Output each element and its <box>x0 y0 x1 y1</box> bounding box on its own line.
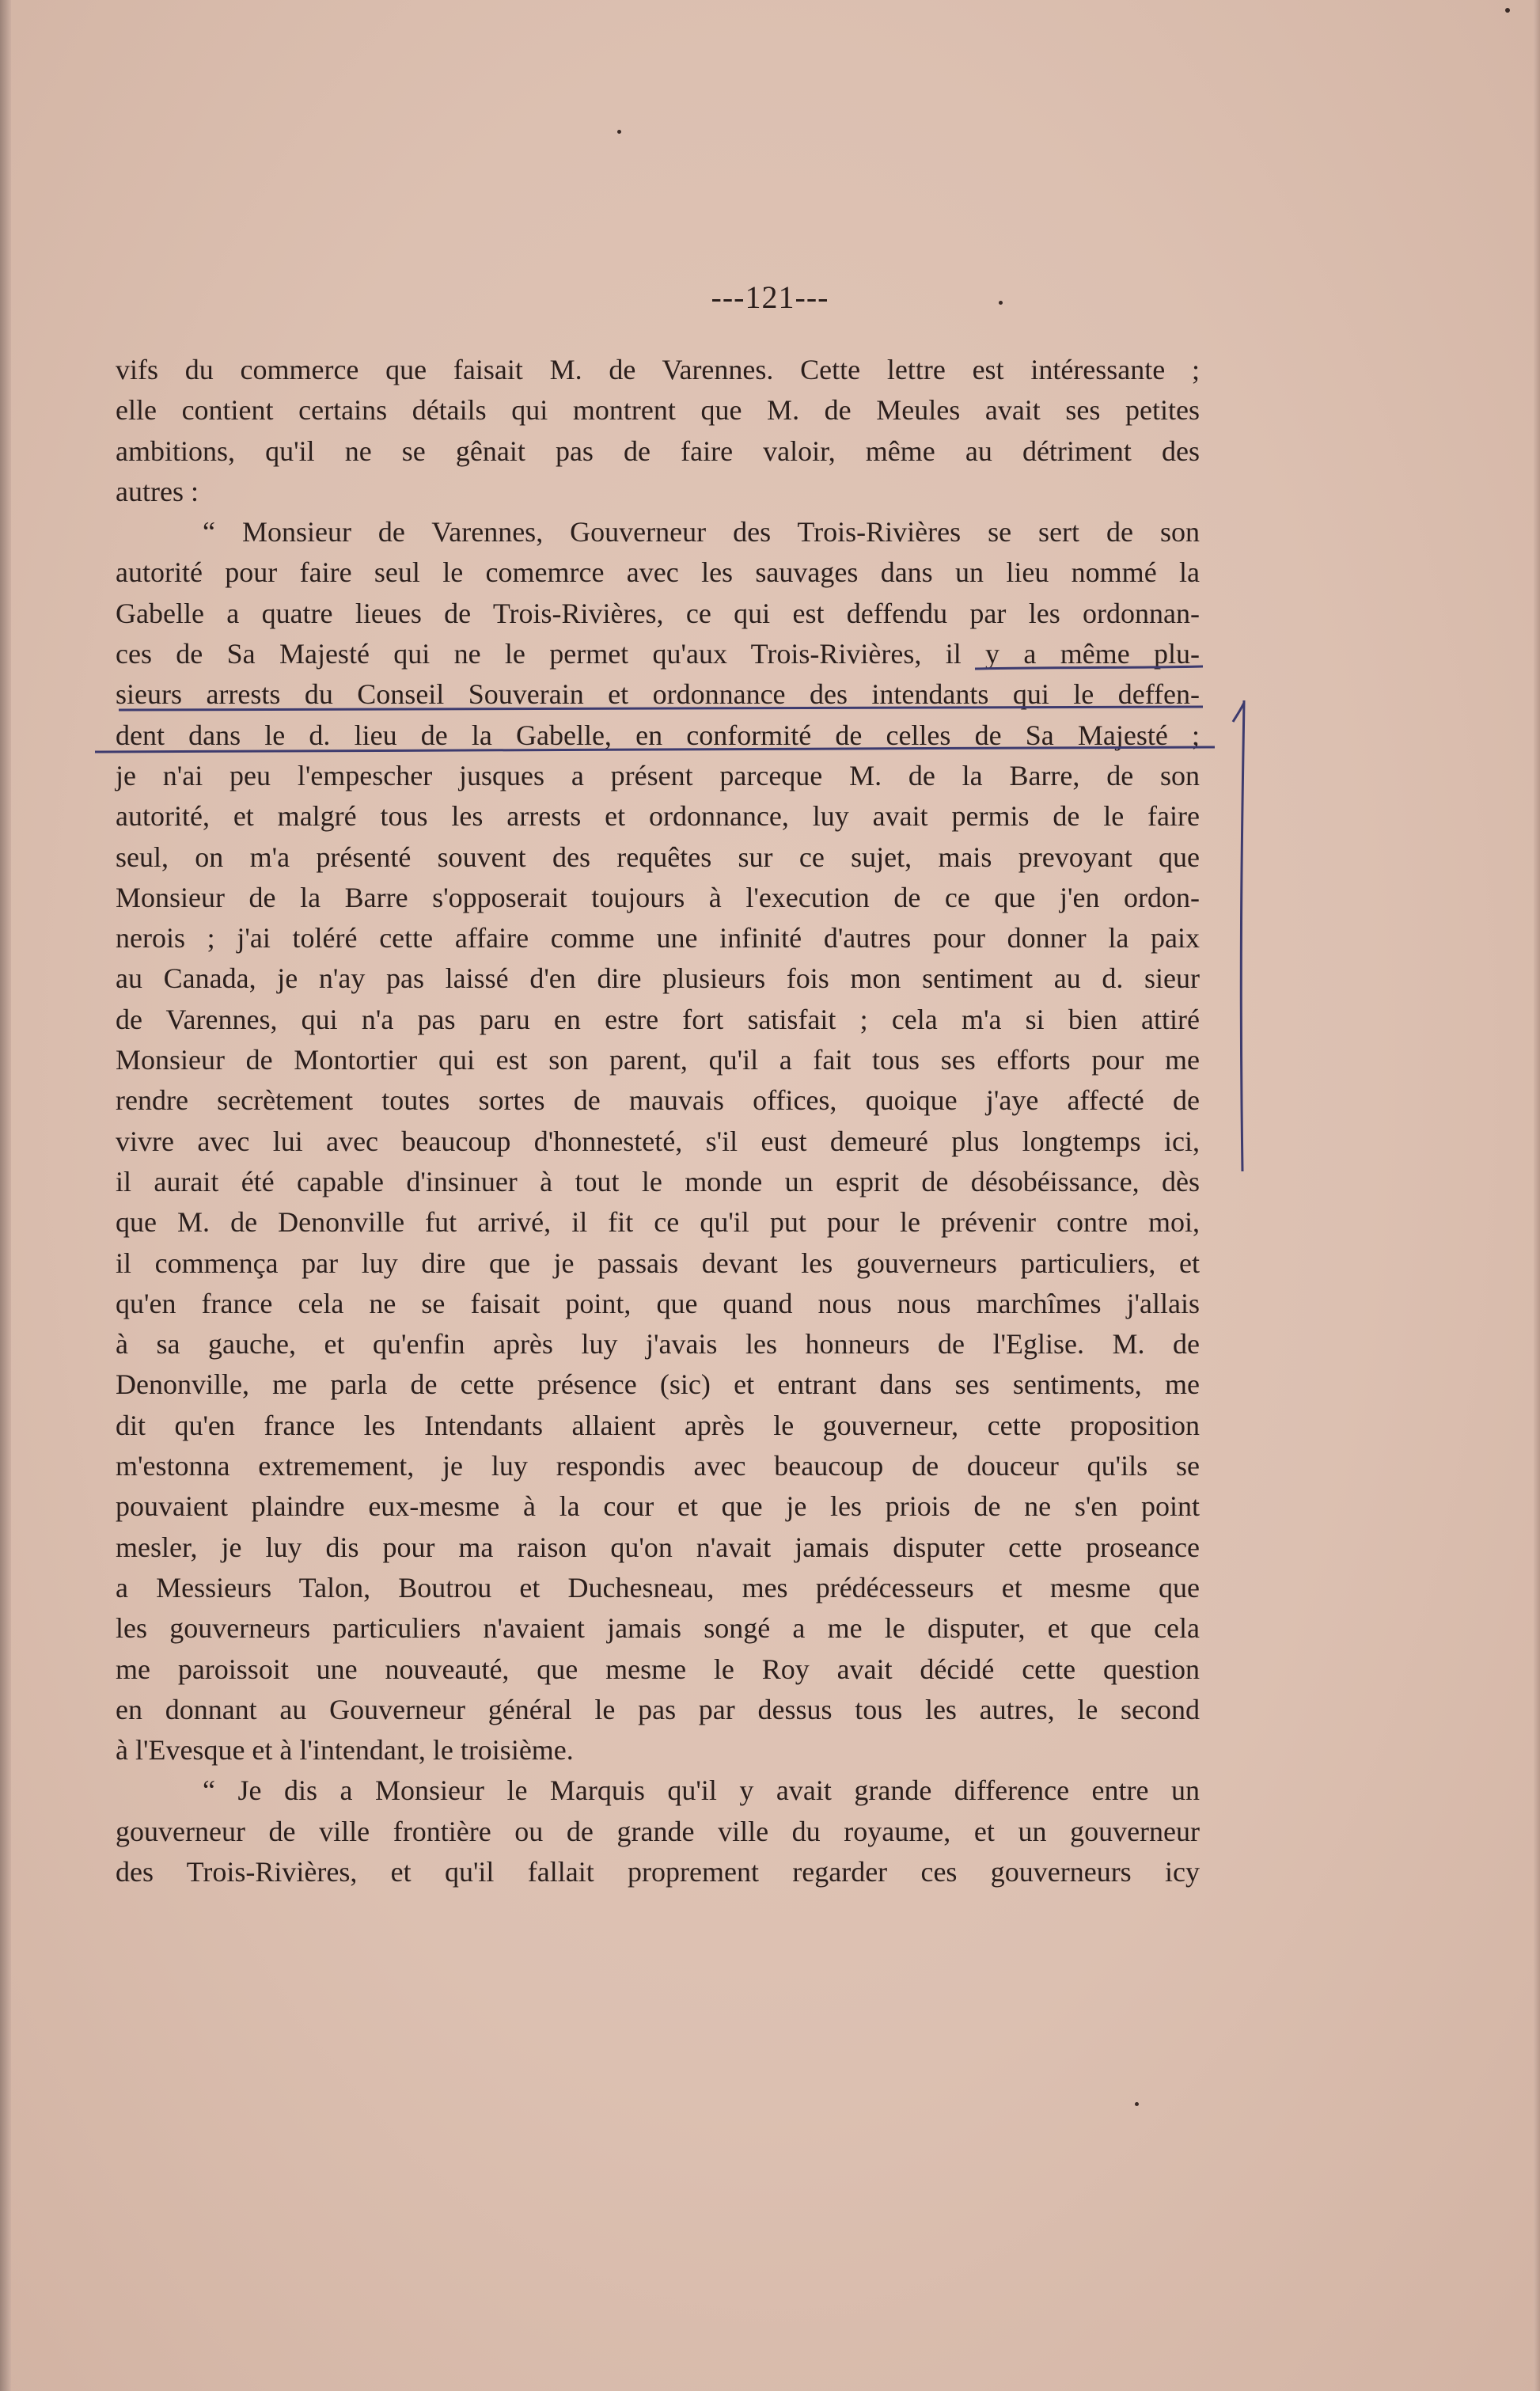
paper-speck <box>1135 2102 1139 2106</box>
text-line: a Messieurs Talon, Boutrou et Duchesneau, mes prédécesseurs et mesme que <box>116 1571 1200 1603</box>
text-line: sieurs arrests du Conseil Souverain et ordonnance des intendants qui le deffen- <box>116 678 1200 711</box>
text-line: il commença par luy dire que je passais devant les gouverneurs particuliers, et <box>116 1247 1200 1279</box>
paper-speck <box>617 130 621 134</box>
text-line: vivre avec lui avec beaucoup d'honnesteté, s'il eust demeuré plus longtemps ici, <box>116 1125 1200 1157</box>
text-line: à sa gauche, et qu'enfin après luy j'avais les honneurs de l'Eglise. M. de <box>116 1328 1200 1361</box>
text-line: gouverneur de ville frontière ou de grande ville du royaume, et un gouverneur <box>116 1815 1200 1847</box>
handwritten-tick <box>1233 703 1244 722</box>
text-line: “ Je dis a Monsieur le Marquis qu'il y avait grande difference entre un <box>203 1774 1200 1807</box>
text-line: de Varennes, qui n'a pas paru en estre fort satisfait ; cela m'a si bien attiré <box>116 1003 1200 1035</box>
text-line: m'estonna extremement, je luy respondis avec beaucoup de douceur qu'ils se <box>116 1450 1200 1482</box>
page-right-edge <box>1534 0 1540 2391</box>
text-line: il aurait été capable d'insinuer à tout le monde un esprit de désobéissance, dès <box>116 1165 1200 1197</box>
text-line: “ Monsieur de Varennes, Gouverneur des Trois-Rivières se sert de son <box>203 516 1200 548</box>
text-line: Monsieur de Montortier qui est son parent, qu'il a fait tous ses efforts pour me <box>116 1044 1200 1076</box>
text-line: elle contient certains détails qui montrent que M. de Meules avait ses petites <box>116 394 1200 427</box>
text-line: seul, on m'a présenté souvent des requêtes sur ce sujet, mais prevoyant que <box>116 841 1200 873</box>
text-line: mesler, je luy dis pour ma raison qu'on n'avait jamais disputer cette proseance <box>116 1531 1200 1563</box>
text-line: à l'Evesque et à l'intendant, le troisième. <box>116 1734 574 1767</box>
body-text <box>116 350 1200 1892</box>
text-line: dent dans le d. lieu de la Gabelle, en conformité de celles de Sa Majesté ; <box>116 719 1200 751</box>
text-line: autorité pour faire seul le comemrce avec les sauvages dans un lieu nommé la <box>116 556 1200 589</box>
text-line: pouvaient plaindre eux-mesme à la cour et que je les priois de ne s'en point <box>116 1490 1200 1523</box>
text-line: autorité, et malgré tous les arrests et ordonnance, luy avait permis de le faire <box>116 800 1200 833</box>
text-line: dit qu'en france les Intendants allaient après le gouverneur, cette proposition <box>116 1409 1200 1441</box>
text-line: je n'ai peu l'empescher jusques a présent parceque M. de la Barre, de son <box>116 759 1200 791</box>
text-line: qu'en france cela ne se faisait point, que quand nous nous marchîmes j'allais <box>116 1287 1200 1319</box>
text-line: nerois ; j'ai toléré cette affaire comme une infinité d'autres pour donner la paix <box>116 922 1200 955</box>
text-line: autres : <box>116 475 199 507</box>
text-line: Gabelle a quatre lieues de Trois-Rivières, ce qui est deffendu par les ordonnan- <box>116 597 1200 629</box>
text-line: rendre secrètement toutes sortes de mauvais offices, quoique j'aye affecté de <box>116 1084 1200 1117</box>
handwritten-margin-bracket <box>1241 700 1244 1171</box>
text-line: ambitions, qu'il ne se gênait pas de faire valoir, même au détriment des <box>116 435 1200 467</box>
text-line: Monsieur de la Barre s'opposerait toujours à l'execution de ce que j'en ordon- <box>116 881 1200 913</box>
paper-speck <box>999 301 1003 305</box>
text-line: vifs du commerce que faisait M. de Varennes. Cette lettre est intéressante ; <box>116 354 1200 385</box>
text-line: ces de Sa Majesté qui ne le permet qu'aux Trois-Rivières, il y a même plu- <box>116 638 1200 670</box>
page-left-edge <box>0 0 11 2391</box>
page-number: ---121--- <box>711 279 829 315</box>
text-line: en donnant au Gouverneur général le pas par dessus tous les autres, le second <box>116 1693 1200 1725</box>
text-line: les gouverneurs particuliers n'avaient jamais songé a me le disputer, et que cela <box>116 1612 1200 1645</box>
text-line: Denonville, me parla de cette présence (sic) et entrant dans ses sentiments, me <box>116 1368 1200 1401</box>
text-line: me paroissoit une nouveauté, que mesme le Roy avait décidé cette question <box>116 1653 1200 1685</box>
text-line: des Trois-Rivières, et qu'il fallait proprement regarder ces gouverneurs icy <box>116 1855 1200 1888</box>
paper-speck <box>1505 8 1510 13</box>
text-line: que M. de Denonville fut arrivé, il fit ce qu'il put pour le prévenir contre moi, <box>116 1206 1200 1239</box>
text-line: au Canada, je n'ay pas laissé d'en dire plusieurs fois mon sentiment au d. sieur <box>116 962 1200 995</box>
